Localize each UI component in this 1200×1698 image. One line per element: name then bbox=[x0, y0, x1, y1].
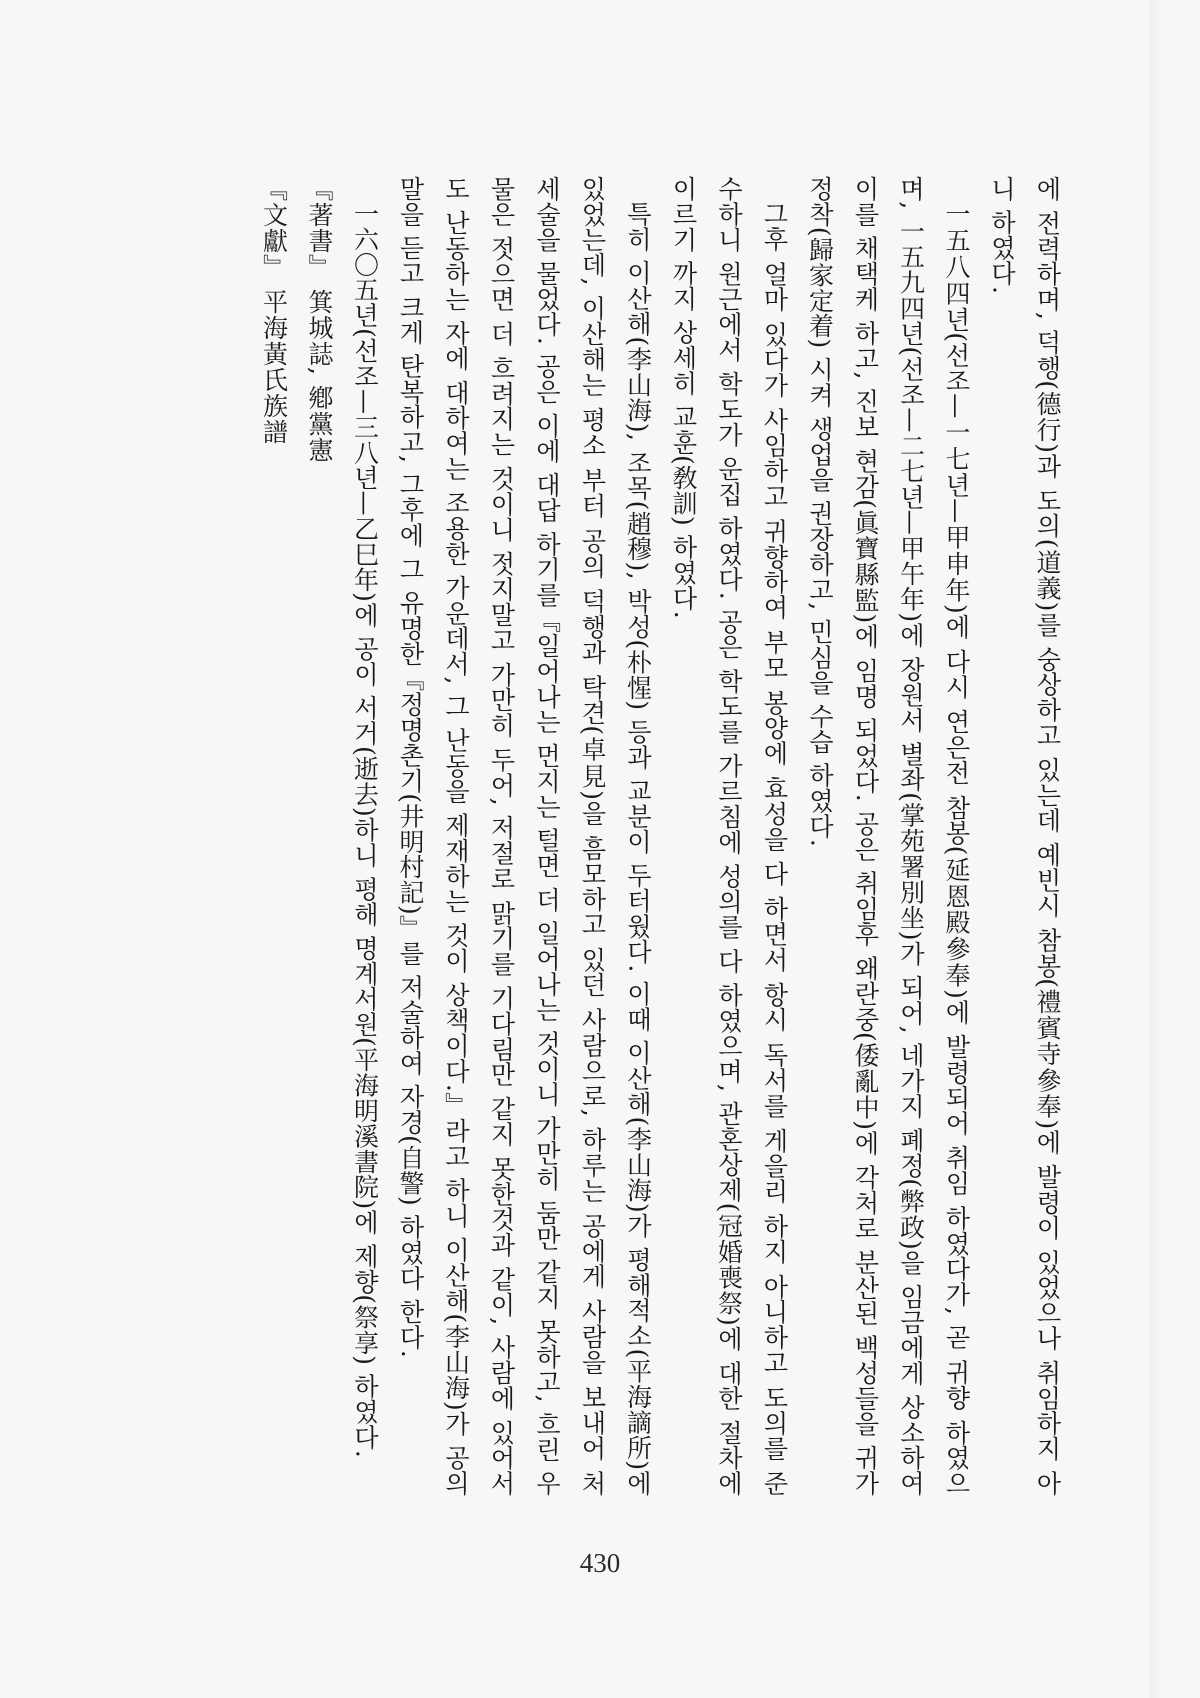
paragraph-friendship: 특히 이산해(李山海), 조목(趙穆), 박성(朴惺) 등과 교분이 두터웠다. 이때 이산해(李山海)가 평해적소(平海謫所)에 있었는데, 이산해는 평소 부터 공의 덕행과 탁견(卓見)을 흠모하고 있던 사람으로, 하루는 공에게 사람을 보내어 처세술을 물었다. 공은 이에 대답 하기를『일어나는 먼지는 털면 더 일어나는 것이니 가만히 둠만 같지 못하고, 흐린 우물은 젓으면 더 흐려지는 것이니 젓지말고 가만히 두어, 저절로 맑기를 기다림만 같지 못한것과 같이, 사람에 있어서도 난동하는 자에 대하여는 조용한 가운데서, 그 난동을 제재하는 것이 상책이다.』라고 하니 이산해(李山海)가 공의 말을 듣고 크게 탄복하고, 그후에 그 유명한『정명촌기(井明村記)』를 저술하여 자경(自警) 하였다 한다. bbox=[396, 176, 653, 1496]
paragraph-continuation: 에 전력하며, 덕행(德行)과 도의(道義)를 숭상하고 있는데 예빈시 참봉(禮賓寺參奉)에 발령이 있었으나 취임하지 아니 하였다. bbox=[987, 176, 1062, 1496]
paragraph-death: 一六〇五년(선조—三八년—乙巳年)에 공이 서거(逝去)하니 평해 명계서원(平海明溪書院)에 제향(祭享) 하였다. bbox=[350, 201, 380, 1459]
source-writings: 『著書』 箕城誌, 鄕黨憲 bbox=[305, 176, 334, 463]
page-number: 430 bbox=[579, 1548, 621, 1578]
source-literature: 『文獻』 平海黃氏族譜 bbox=[259, 176, 289, 445]
paragraph-retirement: 그후 얼마 있다가 사임하고 귀향하여 부모 봉양에 효성을 다 하면서 항시 독서를 게을리 하지 아니하고 도의를 준수하니 원근에서 학도가 운집 하였다. 공은 학도를 가르침에 성의를 다 하였으며, 관혼상제(冠婚喪祭)에 대한 절차에 이르기 까지 상세히 교훈(敎訓) 하였다. bbox=[669, 176, 789, 1496]
vertical-text-block bbox=[251, 176, 1070, 1496]
paragraph-career: 一五八四년(선조—一七년—甲申年)에 다시 연은전 참봉(延恩殿參奉)에 발령되어 취임 하였다가, 곧 귀향 하였으며, 一五九四년(선조—二七년—甲午年)에 장원서 별좌(掌苑署別坐)가 되어, 네가지 폐정(弊政)을 임금에게 상소하여 이를 채택케 하고, 진보 현감(眞寶縣監)에 임명 되었다. 공은 취임후 왜란중(倭亂中)에 각처로 분산된 백성들을 귀가정착(歸家定着) 시켜 생업을 권장하고, 민심을 수습 하였다. bbox=[805, 176, 971, 1496]
